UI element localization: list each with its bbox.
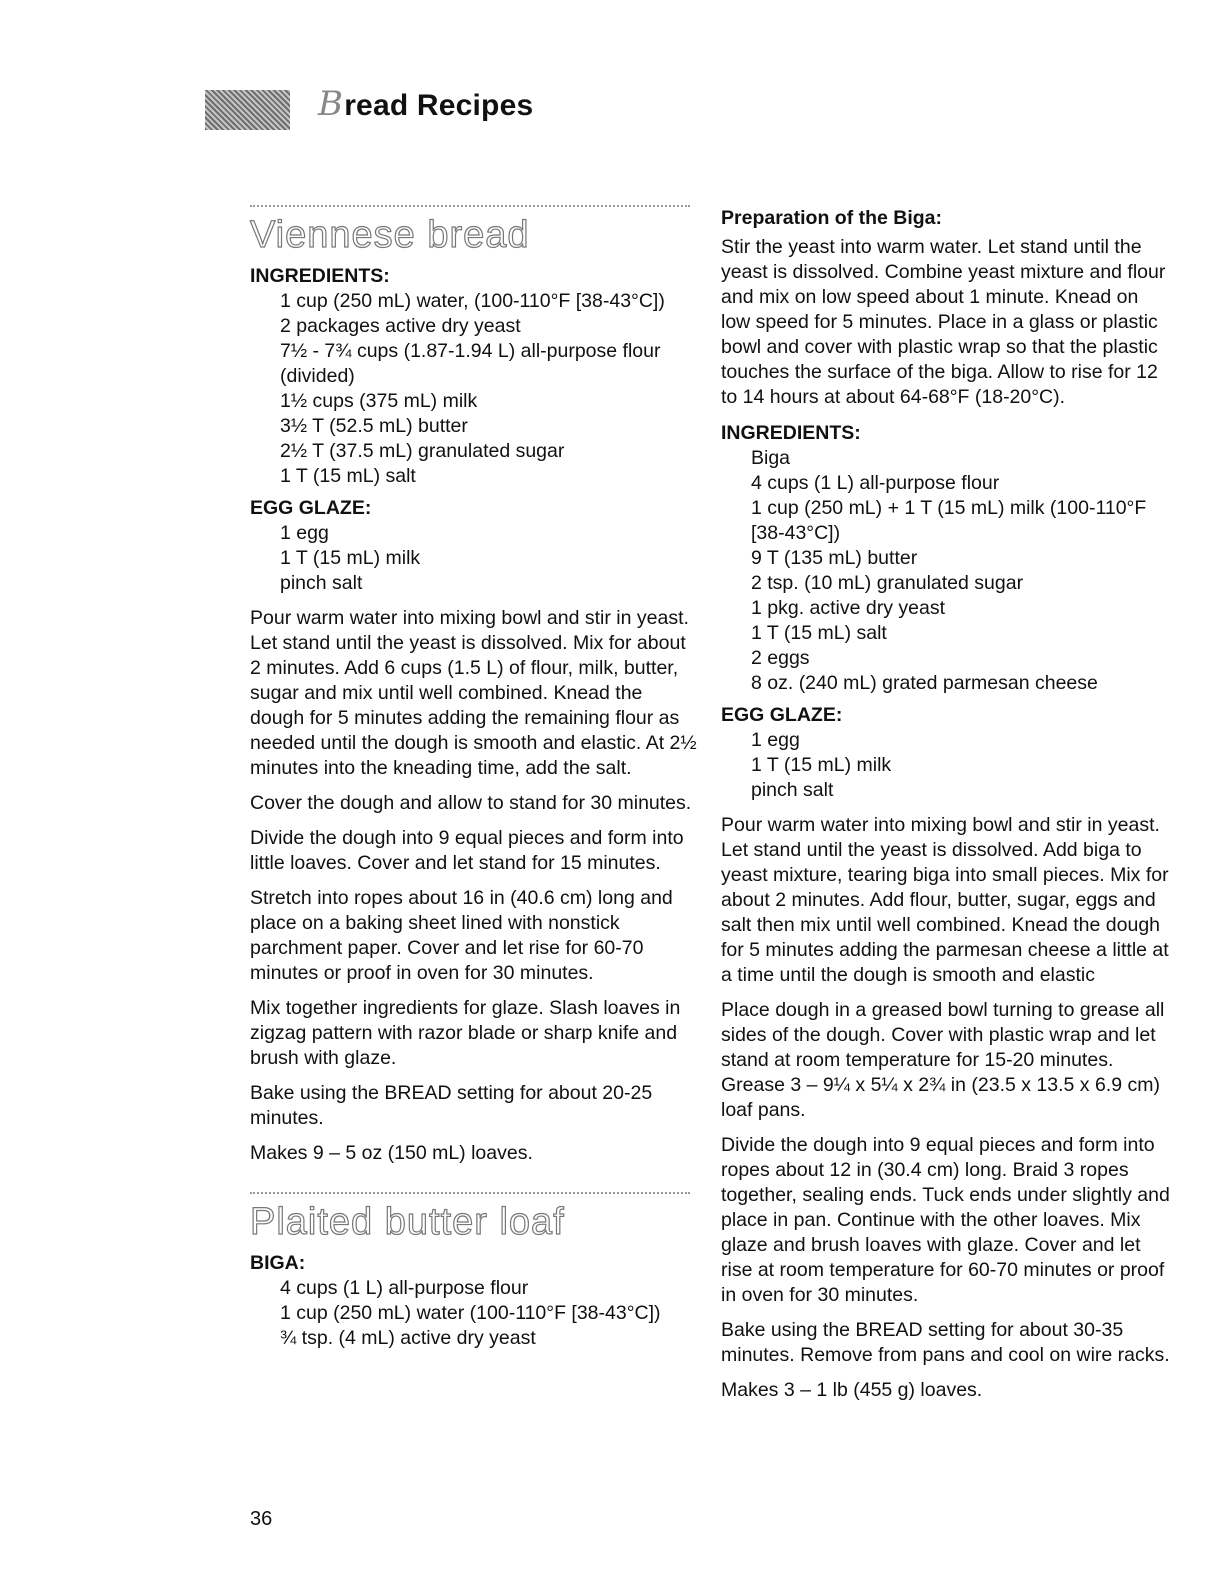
plaited-step: Pour warm water into mixing bowl and stir in yeast. Let stand until the yeast is dissolved. Add biga to yeast mixture, tearing biga into small pieces. Mix for about 2 minutes. Add flour, butter, sugar, eggs and salt then mix until well combined. Knead the dough for 5 minutes adding the parmesan cheese a little at a time until the dough is smooth and elastic — [721, 814, 1169, 986]
page-number: 36 — [250, 1508, 273, 1530]
plaited-title: Plaited butter loaf — [250, 1201, 565, 1243]
list-item: 4 cups (1 L) all-purpose flour — [280, 1277, 529, 1299]
viennese-step: Pour warm water into mixing bowl and stir in yeast. Let stand until the yeast is dissolved. Mix for about 2 minutes. Add 6 cups (1.5 L) of flour, milk, butter, sugar and mix until well combined. Knead the dough for 5 minutes adding the remaining flour as needed until the dough is smooth and elastic. At 2½ minutes into the kneading time, add the salt. — [250, 607, 697, 779]
list-item: Biga — [751, 447, 791, 469]
list-item: 1 T (15 mL) salt — [751, 622, 887, 644]
plaited-ingredients-list — [751, 446, 1171, 696]
viennese-glaze-heading: EGG GLAZE: — [250, 497, 372, 519]
section-divider — [250, 1192, 690, 1194]
title-rest: read Recipes — [344, 89, 534, 122]
list-item: 2½ T (37.5 mL) granulated sugar — [280, 440, 565, 462]
list-item: 1 T (15 mL) milk — [280, 547, 421, 569]
list-item: 1 T (15 mL) milk — [751, 754, 892, 776]
plaited-ingredients-heading: INGREDIENTS: — [721, 422, 861, 444]
biga-prep-text: Stir the yeast into warm water. Let stand until the yeast is dissolved. Combine yeast mixture and flour and mix on low speed about 1 minute. Knead on low speed for 5 minutes. Place in a glass or plastic bowl and cover with plastic wrap so that the plastic touches the surface of the biga. Allow to rise for 12 to 14 hours at about 64-68°F (18-20°C). — [721, 236, 1166, 408]
list-item: 7½ - 7¾ cups (1.87-1.94 L) all-purpose flour — [280, 340, 661, 362]
list-item: 2 eggs — [751, 647, 810, 669]
viennese-yield: Makes 9 – 5 oz (150 mL) loaves. — [250, 1142, 533, 1164]
list-item: 4 cups (1 L) all-purpose flour — [751, 472, 1000, 494]
list-item: 1 T (15 mL) salt — [280, 465, 416, 487]
plaited-glaze-list — [751, 728, 1171, 803]
viennese-step: Stretch into ropes about 16 in (40.6 cm) long and place on a baking sheet lined with nonstick parchment paper. Cover and let rise for 60-70 minutes or proof in oven for 30 minutes. — [250, 887, 673, 984]
list-item: 1 egg — [751, 729, 800, 751]
viennese-step: Cover the dough and allow to stand for 30 minutes. — [250, 792, 692, 814]
list-item: 3½ T (52.5 mL) butter — [280, 415, 468, 437]
list-item: (divided) — [280, 365, 355, 387]
plaited-step: Bake using the BREAD setting for about 30-35 minutes. Remove from pans and cool on wire racks. — [721, 1319, 1170, 1366]
list-item: pinch salt — [751, 779, 834, 801]
page-header — [205, 82, 905, 132]
left-column — [250, 205, 700, 1351]
biga-list — [280, 1276, 700, 1351]
list-item: 1½ cups (375 mL) milk — [280, 390, 478, 412]
right-column — [721, 205, 1171, 1403]
viennese-step: Bake using the BREAD setting for about 20-25 minutes. — [250, 1082, 653, 1129]
list-item: 2 tsp. (10 mL) granulated sugar — [751, 572, 1024, 594]
list-item: pinch salt — [280, 572, 363, 594]
list-item: 8 oz. (240 mL) grated parmesan cheese — [751, 672, 1098, 694]
viennese-glaze-list — [280, 521, 700, 596]
plaited-yield: Makes 3 – 1 lb (455 g) loaves. — [721, 1379, 983, 1401]
header-pattern-block — [205, 90, 290, 130]
list-item: 1 egg — [280, 522, 329, 544]
viennese-ingredients-list — [280, 289, 700, 489]
viennese-step: Divide the dough into 9 equal pieces and form into little loaves. Cover and let stand for 15 minutes. — [250, 827, 684, 874]
viennese-title: Viennese bread — [250, 214, 530, 256]
list-item: ¾ tsp. (4 mL) active dry yeast — [280, 1327, 536, 1349]
list-item: 9 T (135 mL) butter — [751, 547, 918, 569]
plaited-step: Place dough in a greased bowl turning to grease all sides of the dough. Cover with plastic wrap and let stand at room temperature for 15-20 minutes. Grease 3 – 9¼ x 5¼ x 2¾ in (23.5 x 13.5 x 6.9 cm) loaf pans. — [721, 999, 1165, 1121]
list-item: 2 packages active dry yeast — [280, 315, 521, 337]
list-item: 1 pkg. active dry yeast — [751, 597, 946, 619]
title-initial: B — [318, 84, 344, 124]
section-divider — [250, 205, 690, 207]
viennese-step: Mix together ingredients for glaze. Slash loaves in zigzag pattern with razor blade or sharp knife and brush with glaze. — [250, 997, 681, 1069]
list-item: [38-43°C]) — [751, 522, 841, 544]
biga-heading: BIGA: — [250, 1252, 306, 1274]
viennese-ingredients-heading: INGREDIENTS: — [250, 265, 390, 287]
plaited-glaze-heading: EGG GLAZE: — [721, 704, 843, 726]
list-item: 1 cup (250 mL) water (100-110°F [38-43°C]) — [280, 1302, 661, 1324]
biga-prep-heading: Preparation of the Biga: — [721, 207, 943, 229]
list-item: 1 cup (250 mL) + 1 T (15 mL) milk (100-110°F — [751, 497, 1147, 519]
page-title — [318, 84, 533, 124]
plaited-step: Divide the dough into 9 equal pieces and form into ropes about 12 in (30.4 cm) long. Braid 3 ropes together, sealing ends. Tuck ends under slightly and place in pan. Continue with the other loaves. Mix glaze and brush loaves with glaze. Cover and let rise at room temperature for 60-70 minutes or proof in oven for 30 minutes. — [721, 1134, 1170, 1306]
list-item: 1 cup (250 mL) water, (100-110°F [38-43°C]) — [280, 290, 665, 312]
